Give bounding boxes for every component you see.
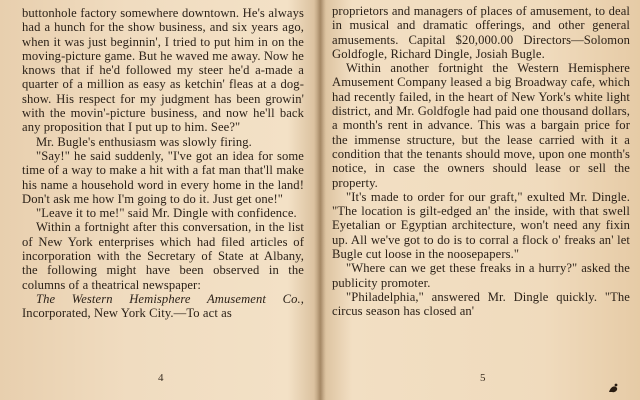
right-page-number: 5 <box>480 372 486 384</box>
paragraph: "Leave it to me!" said Mr. Dingle with confidence. <box>36 206 297 221</box>
paragraph: Within a fortnight after this conversation, in the list of New York enterprises which had filed articles of incorporation with the Secretary of State at Albany, the following might have been observed in the columns of a theatrical newspaper: <box>22 220 304 292</box>
paragraph: Mr. Bugle's enthusiasm was slowly firing. <box>36 134 252 149</box>
left-page-number: 4 <box>158 372 164 384</box>
paragraph-text: Incorporated, New York City.—To act as <box>22 306 232 321</box>
paragraph: "Philadelphia," answered Mr. Dingle quickly. "The circus season has closed an' <box>332 289 630 319</box>
paragraph: Within another fortnight the Western Hemisphere Amusement Company leased a big Broadway cafe, which had recently failed, in the heart of New York's white light district, and Mr. Goldfogle had paid one thousand dollars, a month's rent in advance. This was a bargain price for the immense structure, but the lease carried with it a condition that the tenants should move, upon one month's notice, in case the owners should lease or sell the property. <box>332 61 630 190</box>
paragraph: buttonhole factory somewhere downtown. He's always had a hunch for the show business, and six years ago, when it was just beginnin', I tried to put him in on the moving-picture game. But he waved me away. Now he knows that if he'd followed my steer he'd a-made a quarter of a million as easy as ketchin' fleas at a dog-show. His respect for my judgment has been growin' with the movin'-picture business, and now he'll back any proposition that I put up to him. See?" <box>22 6 304 135</box>
ink-smudge-icon <box>606 382 620 394</box>
italic-phrase: The Western Hemisphere Amusement Co., <box>36 291 304 306</box>
left-page <box>0 0 316 400</box>
paragraph: "Where can we get these freaks in a hurry?" asked the publicity promoter. <box>332 261 630 290</box>
left-page-text <box>22 6 304 321</box>
paragraph: "Say!" he said suddenly, "I've got an idea for some time of a way to make a hit with a fat man that'll make his name a household word in every home in the land! Don't ask me how I'm going to do it. Just get one!" <box>22 148 304 206</box>
paragraph: proprietors and managers of places of amusement, to deal in musical and dramatic offerings, and other general amusements. Capital $20,000.00 Directors—Solomon Goldfogle, Richard Dingle, Josiah Bugle. <box>332 4 630 61</box>
right-page-text <box>332 4 630 319</box>
right-page <box>322 0 640 400</box>
paragraph <box>22 292 304 321</box>
paragraph: "It's made to order for our graft," exulted Mr. Dingle. "The location is gilt-edged an' the inside, with that swell Eyetalian or Egyptian architecture, won't need any fixin up. All we've got to do is to corral a flock o' freaks an' let Bugle cut loose in the noosepapers." <box>332 189 630 262</box>
